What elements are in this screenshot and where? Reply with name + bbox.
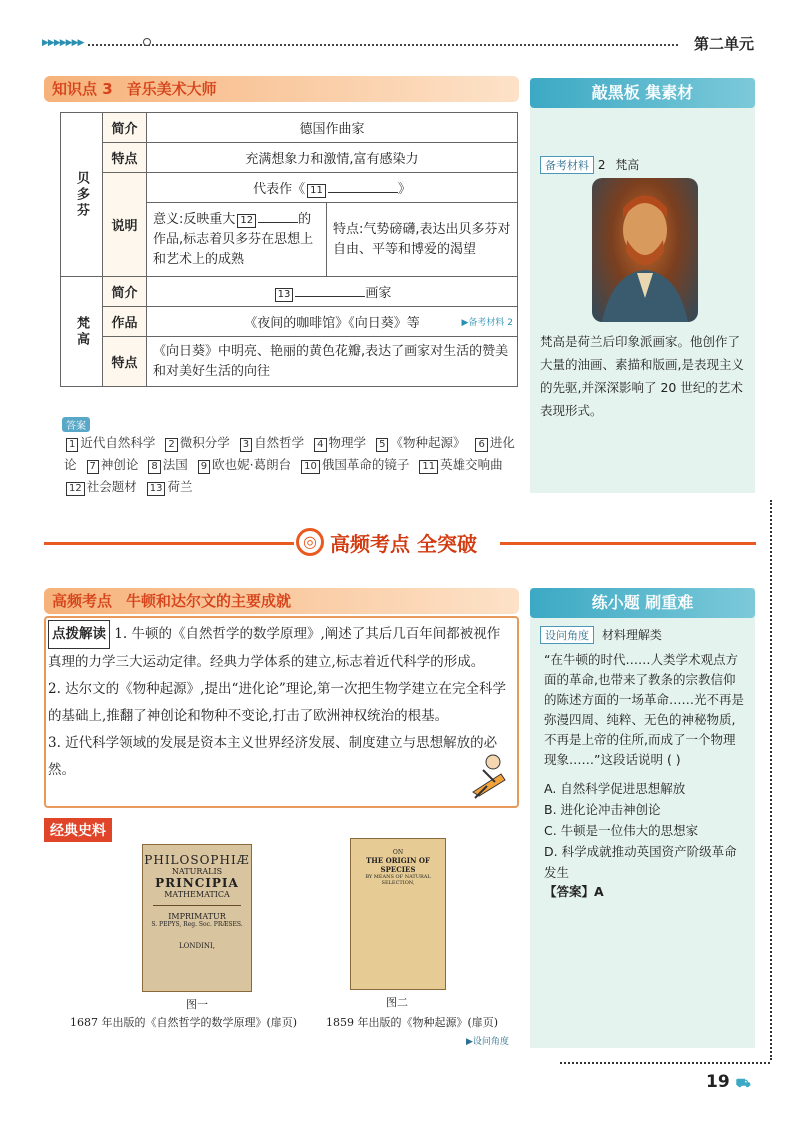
- blank-line: [328, 192, 398, 193]
- vangogh-portrait: [592, 178, 698, 322]
- blank-line: [258, 222, 298, 223]
- answer-item: [374, 435, 465, 450]
- answer-text: 法国: [162, 457, 188, 472]
- blank-number: 12: [237, 214, 256, 228]
- beethoven-intro-header: 简介: [103, 113, 147, 143]
- angle-ref[interactable]: ▶设问角度: [466, 1037, 509, 1047]
- keypoint-p1-text: 1. 牛顿的《自然哲学的数学原理》,阐述了其后几百年间都被视作真理的力学三大运动定律。经典力学体系的建立,标志着近代科学的形成。: [48, 626, 501, 670]
- header-arrows: ▶▶▶▶▶▶▶: [42, 38, 84, 48]
- section1-title: 音乐美术大师: [126, 80, 217, 98]
- answer-number: 10: [301, 460, 320, 474]
- answer-text: 英雄交响曲: [440, 457, 503, 472]
- beethoven-name: 贝多芬: [61, 113, 103, 277]
- works-prefix: 代表作《: [253, 181, 306, 197]
- answer-item: [163, 435, 229, 450]
- book1-line7: LONDINI,: [178, 942, 215, 950]
- vangogh-intro-header: 简介: [103, 277, 147, 307]
- practice-option[interactable]: D. 科学成就推动英国资产阶级革命发生: [544, 844, 737, 880]
- answer-value: A: [594, 884, 604, 899]
- book1-line2: NATURALIS: [171, 867, 223, 876]
- answer-number: 7: [87, 460, 99, 474]
- section1-title-bar: [44, 76, 519, 102]
- answer-text: 俄国革命的镜子: [321, 457, 410, 472]
- fig1-caption: 1687 年出版的《自然哲学的数学原理》(扉页): [70, 1016, 298, 1029]
- meaning-a: 意义:反映重大: [153, 211, 236, 227]
- material-ref[interactable]: ▶备考材料 2: [461, 318, 513, 328]
- answer-text: 神创论: [100, 457, 139, 472]
- section2-title: 牛顿和达尔文的主要成就: [126, 592, 292, 610]
- divider-spiral-icon: ◎: [296, 528, 324, 556]
- practice-type: 材料理解类: [601, 628, 662, 642]
- intro-suffix: 画家: [365, 285, 392, 301]
- works-suffix: 》: [397, 181, 411, 197]
- answer-item: [64, 435, 155, 450]
- material-subject: 梵高: [615, 158, 640, 172]
- fig1-label: 图一: [186, 998, 208, 1011]
- answer-item: [312, 435, 366, 450]
- beethoven-meaning: [147, 203, 327, 277]
- book1-rule: [153, 905, 241, 906]
- answer-item: [145, 479, 193, 494]
- blank-number: 13: [275, 288, 294, 302]
- answer-number: 2: [165, 438, 177, 452]
- section2-label: 高频考点: [52, 592, 113, 610]
- sidebar-practice: [530, 588, 755, 1048]
- fig2-caption: 1859 年出版的《物种起源》(扉页): [326, 1016, 499, 1029]
- practice-option[interactable]: B. 进化论冲击神创论: [544, 802, 661, 817]
- book1-line3: PRINCIPIA: [155, 876, 239, 890]
- answer-number: 3: [240, 438, 252, 452]
- cart-icon: ⛟: [735, 1076, 751, 1090]
- answer-item: [299, 457, 409, 472]
- origin-cover: [350, 838, 446, 990]
- section2-title-bar: [44, 588, 519, 614]
- beethoven-traits: 特点:气势磅礴,表达出贝多芬对自由、平等和博爱的渴望: [327, 203, 518, 277]
- answer-text: 自然哲学: [254, 435, 305, 450]
- practice-tag: 设问角度: [540, 626, 594, 644]
- keypoint-box: [44, 616, 519, 808]
- side-dotted-line: [770, 500, 772, 1060]
- book2-line2: THE ORIGIN OF SPECIES: [366, 856, 430, 874]
- answer-text: 近代自然科学: [80, 435, 156, 450]
- answer-number: 9: [198, 460, 210, 474]
- vangogh-feature: 《向日葵》中明亮、艳丽的黄色花瓣,表达了画家对生活的赞美和对美好生活的向往: [147, 337, 518, 387]
- page-number: [706, 1072, 751, 1092]
- keypoint-text: [48, 620, 510, 784]
- material-tag: 备考材料: [540, 156, 594, 174]
- answer-text: 物理学: [328, 435, 367, 450]
- keypoint-tag: 点拨解读: [48, 620, 110, 649]
- material-num: 2: [597, 158, 606, 172]
- principia-cover: [142, 844, 252, 992]
- portrait-figure-icon: [592, 178, 698, 322]
- book1-line4: MATHEMATICA: [164, 890, 230, 899]
- answer-text: 《物种起源》: [390, 435, 466, 450]
- answer-number: 1: [66, 438, 78, 452]
- book1-line5: IMPRIMATUR: [168, 912, 226, 921]
- book2-line3: BY MEANS OF NATURAL SELECTION,: [365, 874, 431, 886]
- practice-label: [540, 626, 662, 644]
- vangogh-works-header: 作品: [103, 307, 147, 337]
- vangogh-feature-header: 特点: [103, 337, 147, 387]
- knowledge-table: [60, 112, 518, 387]
- answer-tag-wrap: [62, 414, 90, 433]
- unit-title: 第二单元: [694, 35, 755, 53]
- practice-question: “在牛顿的时代……人类学术观点方面的革命,也带来了教条的宗教信仰的陈述方面的一场革命……光不再是弥漫四周、纯粹、无色的神秘物质,不再是上帝的住所,而成了一个物理现象……”这段话说明 ( ): [544, 652, 745, 767]
- answer-item: [64, 479, 137, 494]
- answer-text: 社会题材: [86, 479, 137, 494]
- answer-item: [146, 457, 187, 472]
- answer-list: [64, 432, 522, 498]
- beethoven-feature: 充满想象力和激情,富有感染力: [147, 143, 518, 173]
- divider-line-left: [44, 542, 294, 545]
- practice-answer: [544, 882, 604, 900]
- answer-item: [417, 457, 502, 472]
- answer-text: 进化论: [64, 435, 515, 472]
- answer-number: 6: [475, 438, 487, 452]
- header-dotted-line: [88, 44, 678, 46]
- answer-number: 5: [376, 438, 388, 452]
- material-label: [540, 156, 639, 174]
- footer-dotted-line: [560, 1062, 770, 1064]
- keypoint-p2: 2. 达尔文的《物种起源》,提出“进化论”理论,第一次把生物学建立在完全科学的基础上,推翻了神创论和物种不变论,打击了欧洲神权统治的根基。: [48, 681, 507, 724]
- blank-line: [295, 296, 365, 297]
- sidebar-materials-title: 敲黑板 集素材: [530, 78, 755, 108]
- answer-number: 12: [66, 482, 85, 496]
- practice-option[interactable]: C. 牛顿是一位伟大的思想家: [544, 823, 699, 838]
- vangogh-intro: [147, 277, 518, 307]
- vangogh-name: 梵高: [61, 277, 103, 387]
- book1-line1: PHILOSOPHIÆ: [144, 853, 250, 867]
- beethoven-intro: 德国作曲家: [147, 113, 518, 143]
- answer-number: 4: [314, 438, 326, 452]
- divider-title: 高频考点 全突破: [330, 532, 477, 556]
- book2-line1: ON: [392, 849, 404, 856]
- answer-number: 11: [419, 460, 438, 474]
- header-circle: [143, 38, 151, 46]
- material-desc: 梵高是荷兰后印象派画家。他创作了大量的油画、素描和版画,是表现主义的先驱,并深深影响了 20 世纪的艺术表现形式。: [540, 334, 744, 418]
- sidebar-materials: [530, 78, 755, 493]
- answer-item: [196, 457, 291, 472]
- meaning-b: 的作品,标志着贝多芬在思想上和艺术上的成熟: [153, 211, 314, 267]
- divider-line-right: [500, 542, 756, 545]
- answer-item: [85, 457, 139, 472]
- beethoven-explain-header: 说明: [103, 173, 147, 277]
- classic-tag: 经典史料: [44, 818, 112, 842]
- works-text: 《夜间的咖啡馆》《向日葵》等: [244, 316, 420, 331]
- fig2-label: 图二: [386, 996, 408, 1009]
- answer-label: 【答案】: [544, 884, 595, 899]
- answer-tag: 答案: [62, 417, 90, 432]
- book1-line6: S. PEPYS, Reg. Soc. PRÆSES.: [151, 921, 243, 928]
- blank-number: 11: [307, 184, 326, 198]
- answer-number: 13: [147, 482, 166, 496]
- practice-option[interactable]: A. 自然科学促进思想解放: [544, 781, 686, 796]
- practice-options: [544, 778, 746, 883]
- section1-label: 知识点 3: [52, 80, 113, 98]
- keypoint-p3: 3. 近代科学领域的发展是资本主义世界经济发展、制度建立与思想解放的必然。: [48, 735, 498, 778]
- vangogh-works: [147, 307, 518, 337]
- beethoven-works: [147, 173, 518, 203]
- keypoint-p1: [48, 620, 510, 676]
- beethoven-feature-header: 特点: [103, 143, 147, 173]
- page-number-text: 19: [706, 1072, 730, 1092]
- answer-item: [238, 435, 304, 450]
- answer-text: 荷兰: [167, 479, 193, 494]
- reading-person-icon: [465, 752, 509, 800]
- sidebar-practice-title: 练小题 刷重难: [530, 588, 755, 618]
- answer-text: 微积分学: [179, 435, 230, 450]
- answer-text: 欧也妮·葛朗台: [212, 457, 292, 472]
- answer-number: 8: [148, 460, 160, 474]
